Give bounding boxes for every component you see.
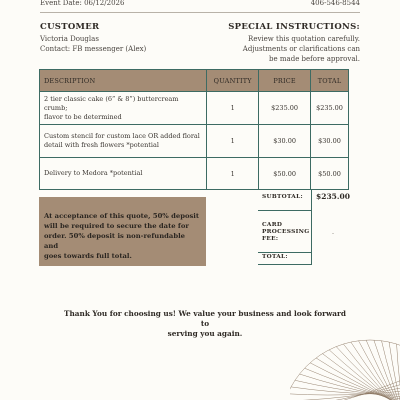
row-description: Custom stencil for custom lace OR added floral detail with fresh flowers *potential: [40, 125, 207, 158]
row-quantity: 1: [207, 158, 259, 190]
totals-line: [258, 264, 312, 265]
row-quantity: 1: [207, 92, 259, 125]
row-description: Delivery to Medora *potential: [40, 158, 207, 190]
column-header-description: DESCRIPTION: [40, 70, 207, 92]
customer-contact: Contact: FB messenger (Alex): [40, 45, 147, 53]
special-instructions-block: [210, 22, 360, 64]
table-row: [40, 125, 349, 158]
row-total: $30.00: [311, 125, 349, 158]
row-total: $235.00: [311, 92, 349, 125]
subtotal-value: $235.00: [316, 192, 350, 201]
row-price: $50.00: [259, 158, 311, 190]
event-date: Event Date: 06/12/2026: [40, 0, 125, 7]
special-instructions-line: Adjustments or clarifications can: [242, 45, 360, 53]
customer-block: [40, 22, 190, 54]
totals-line: [258, 252, 312, 253]
thank-you-message: Thank You for choosing us! We value your business and look forward to serving you again.: [64, 309, 346, 338]
header-divider: [40, 12, 360, 13]
card-fee-value: -: [331, 230, 335, 237]
column-header-quantity: QUANTITY: [207, 70, 259, 92]
customer-heading: CUSTOMER: [40, 22, 100, 32]
customer-name: Victoria Douglas: [40, 35, 99, 43]
line-items-table: [39, 69, 349, 190]
table-row: [40, 158, 349, 190]
column-header-total: TOTAL: [311, 70, 349, 92]
decorative-arc-lines: [290, 340, 400, 400]
column-header-price: PRICE: [259, 70, 311, 92]
deposit-notice: At acceptance of this quote, 50% deposit will be required to secure the date for order. 50% deposit is non-refundable and goes towards full total.: [39, 197, 206, 266]
decorative-line-art: [290, 330, 400, 400]
row-quantity: 1: [207, 125, 259, 158]
phone-number: 406-546-8544: [310, 0, 360, 7]
total-label: TOTAL:: [262, 254, 288, 260]
row-total: $50.00: [311, 158, 349, 190]
decorative-arc: [322, 354, 400, 400]
row-price: $235.00: [259, 92, 311, 125]
table-row: [40, 92, 349, 125]
special-instructions-heading: SPECIAL INSTRUCTIONS:: [228, 22, 360, 32]
card-fee-label: CARD PROCESSING FEE:: [262, 222, 310, 242]
special-instructions-line: Review this quotation carefully.: [248, 35, 360, 43]
top-bar: [40, 0, 360, 10]
subtotal-label: SUBTOTAL:: [262, 194, 303, 200]
row-price: $30.00: [259, 125, 311, 158]
row-description: 2 tier classic cake (6” & 8”) buttercream crumb; flavor to be determined: [40, 92, 207, 125]
totals-line: [258, 210, 312, 211]
table-header-row: [40, 70, 349, 92]
special-instructions-line: be made before approval.: [269, 55, 360, 63]
